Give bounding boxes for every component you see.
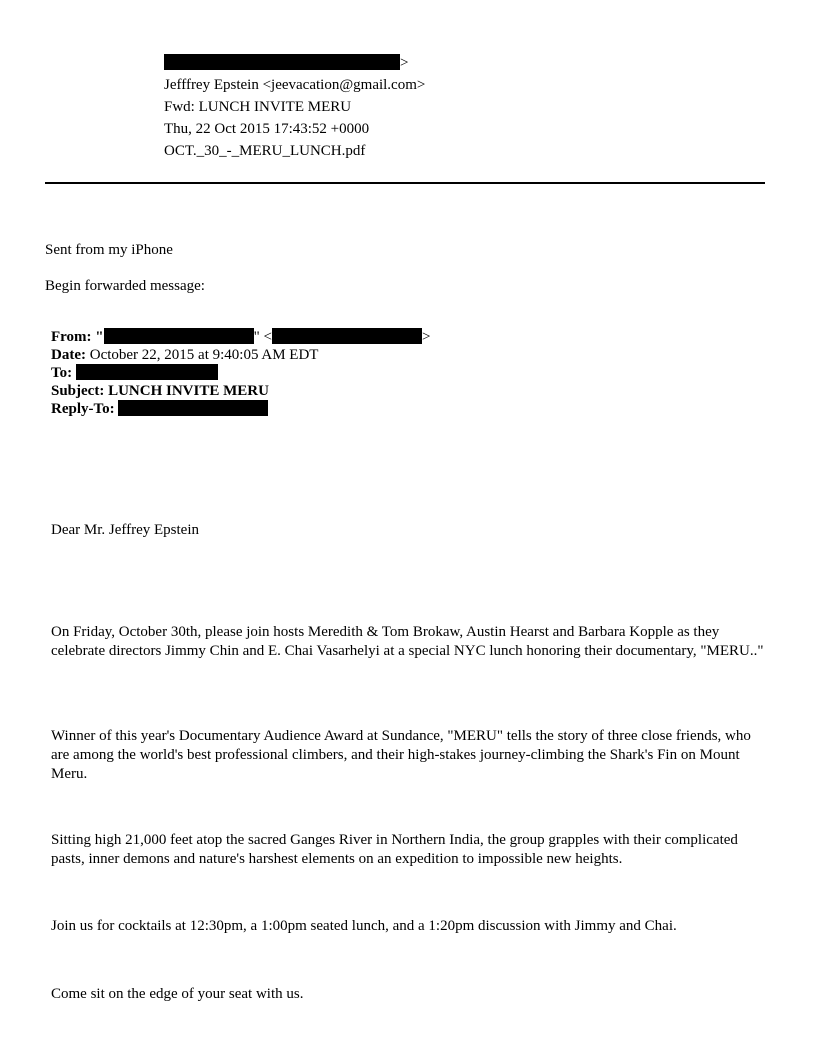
forwarded-date-label: Date: [51,347,86,363]
redaction-block [76,364,218,380]
message-greeting: Dear Mr. Jeffrey Epstein [51,522,200,538]
header-divider [45,182,765,184]
message-paragraph-3: Sitting high 21,000 feet atop the sacred Ganges River in Northern India, the group grapples with their complicated pasts, inner demons and nature's harshest elements on an expedition to impossible new heights. [51,832,738,867]
forwarded-to-label: To: [51,365,73,381]
forwarded-subject-value: LUNCH INVITE MERU [108,383,269,399]
forwarded-subject-label: Subject: [51,383,105,399]
forwarded-from-row [51,328,430,346]
redaction-block [164,54,400,70]
message-paragraph-2: Winner of this year's Documentary Audience Award at Sundance, "MERU" tells the story of three close friends, who are among the world's best professional climbers, and their high-stakes journey-climbing the Shark's Fin on Mount Meru. [51,728,751,782]
forwarded-from-quote-open: " [95,329,104,345]
header-to-value: Jefffrey Epstein <jeevacation@gmail.com> [164,77,426,93]
forwarded-subject-row [51,382,269,400]
redaction-block [118,400,268,416]
forwarded-replyto-row [51,400,268,418]
sent-from-line: Sent from my iPhone [45,242,173,258]
header-from-value [164,53,408,73]
header-attachments-value: OCT._30_-_MERU_LUNCH.pdf [164,143,366,159]
forwarded-to-row [51,364,218,382]
forwarded-from-quote-close: " < [253,329,272,345]
message-paragraph-4: Join us for cocktails at 12:30pm, a 1:00pm seated lunch, and a 1:20pm discussion with Jimmy and Chai. [51,918,677,934]
header-date-value: Thu, 22 Oct 2015 17:43:52 +0000 [164,121,370,137]
redaction-block [104,328,254,344]
forwarded-from-label: From: [51,329,92,345]
forwarded-date-value: October 22, 2015 at 9:40:05 AM EDT [89,347,319,363]
redaction-block [272,328,422,344]
forwarded-replyto-label: Reply-To: [51,401,115,417]
message-paragraph-1: On Friday, October 30th, please join hosts Meredith & Tom Brokaw, Austin Hearst and Barbara Kopple as they celebrate directors Jimmy Chin and E. Chai Vasarhelyi at a special NYC lunch honoring their documentary, "MERU.." [51,624,764,659]
forwarded-from-angle-close: > [421,329,431,345]
header-subject-value: Fwd: LUNCH INVITE MERU [164,99,352,115]
begin-forwarded-line: Begin forwarded message: [45,278,205,294]
message-paragraph-5: Come sit on the edge of your seat with us. [51,986,304,1002]
header-from-suffix: > [400,55,409,71]
forwarded-date-row [51,346,318,364]
